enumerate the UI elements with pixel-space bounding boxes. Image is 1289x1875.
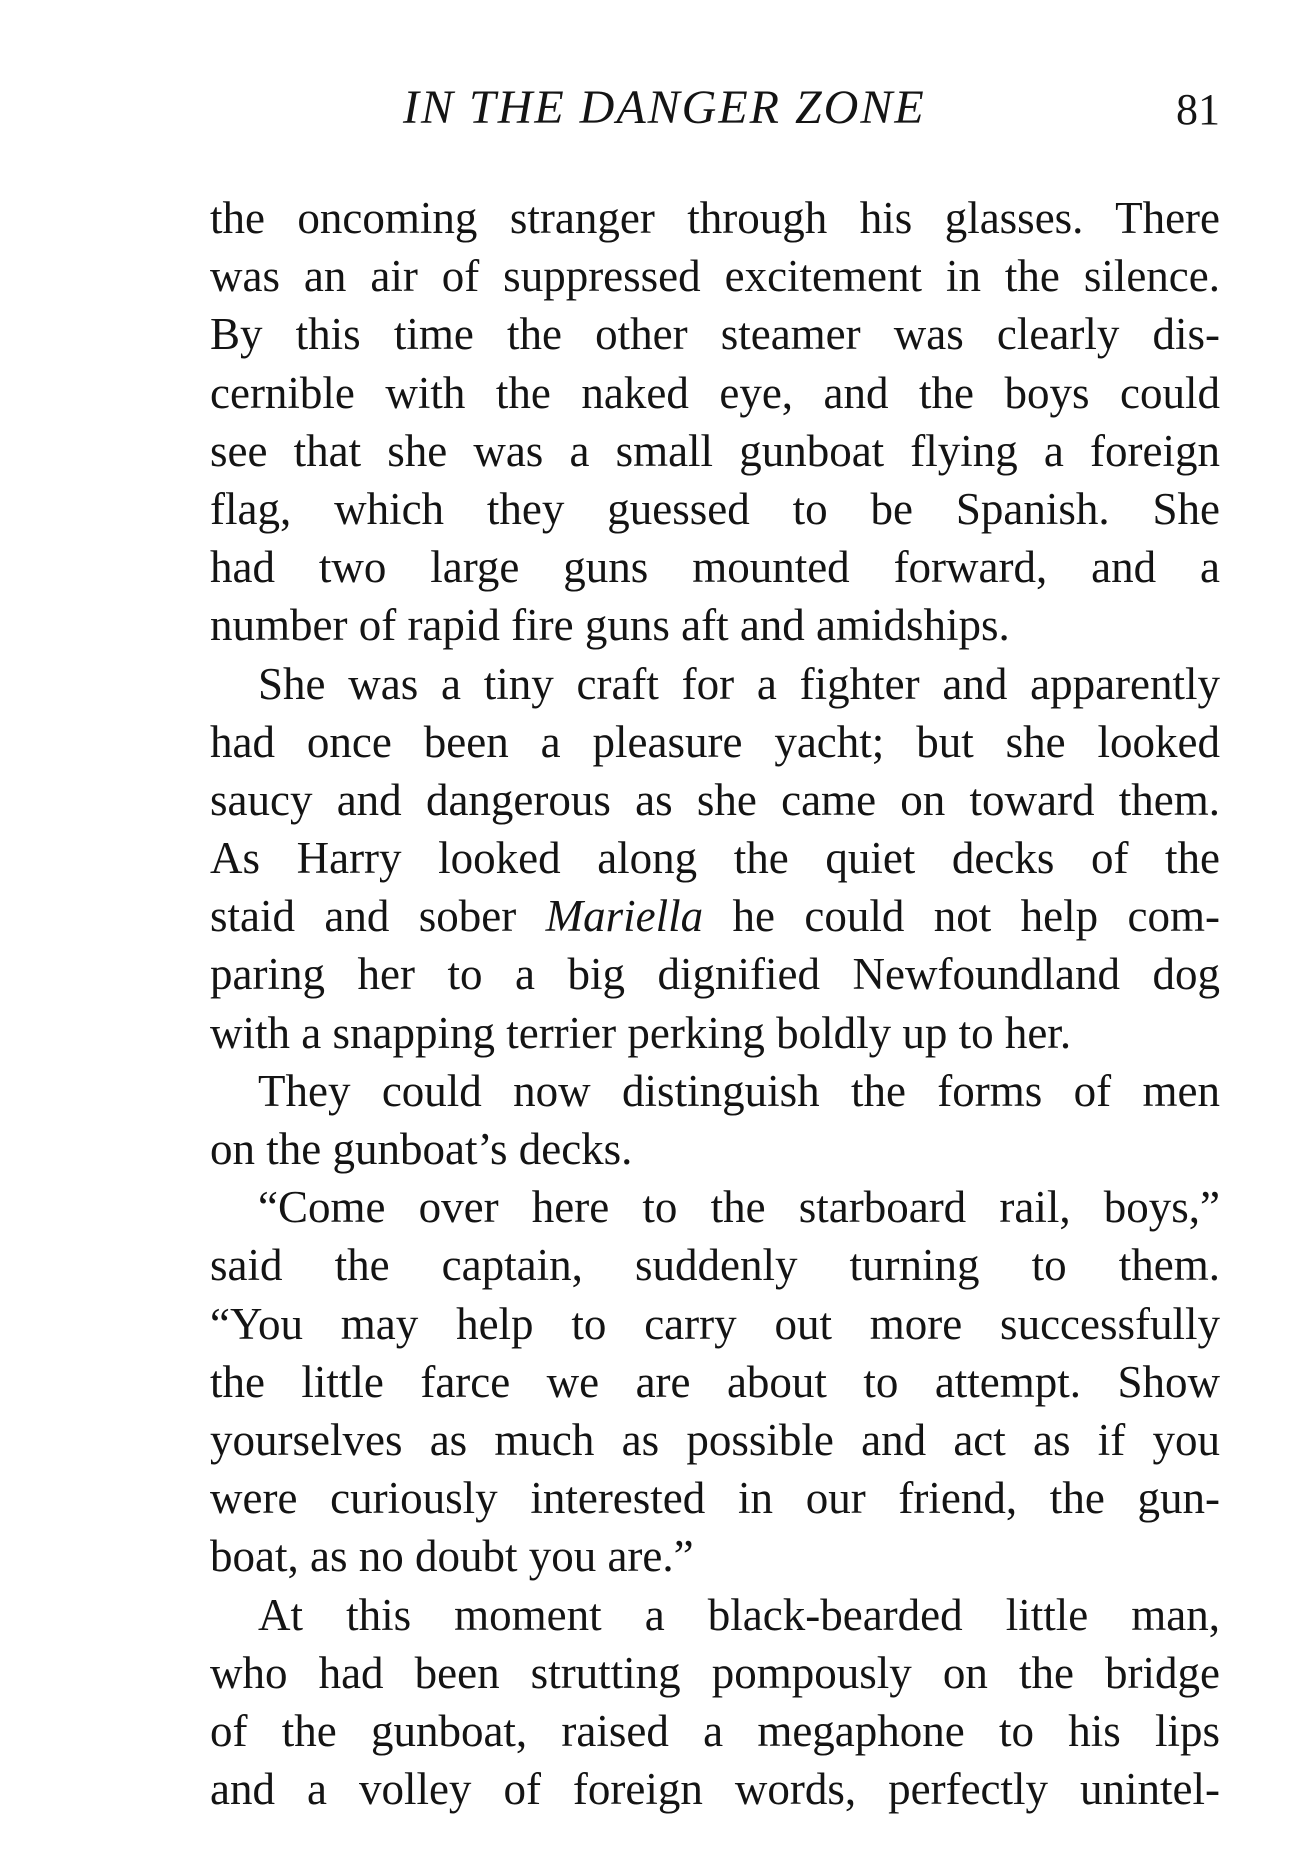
text-line: As Harry looked along the quiet decks of the — [210, 833, 1220, 884]
text-line: boat, as no doubt you are.” — [210, 1531, 694, 1582]
text-line: saucy and dangerous as she came on toward them. — [210, 774, 1220, 825]
text-line: and a volley of foreign words, perfectly unintel- — [210, 1764, 1220, 1815]
text-fragment: staid and sober — [210, 891, 546, 942]
text-line: She was a tiny craft for a fighter and apparently — [258, 658, 1220, 709]
body-text — [210, 189, 1220, 1818]
running-head — [210, 80, 1220, 140]
text-line: the oncoming stranger through his glasses. There — [210, 193, 1220, 243]
text-line: the little farce we are about to attempt. Show — [210, 1356, 1220, 1407]
text-line: number of rapid fire guns aft and amidships. — [210, 600, 1010, 651]
text-line: cernible with the naked eye, and the boys could — [210, 367, 1220, 418]
running-title: IN THE DANGER ZONE — [403, 81, 926, 134]
text-line: were curiously interested in our friend, the gun- — [210, 1473, 1220, 1524]
text-line: yourselves as much as possible and act as if you — [210, 1414, 1220, 1465]
text-line: flag, which they guessed to be Spanish. She — [210, 483, 1220, 534]
text-line: By this time the other steamer was clearly dis- — [210, 309, 1220, 360]
text-line: of the gunboat, raised a megaphone to his lips — [210, 1705, 1220, 1756]
page-number: 81 — [1176, 85, 1220, 134]
text-line: with a snapping terrier perking boldly up to her. — [210, 1007, 1072, 1058]
text-line-with-italic — [210, 887, 1220, 945]
text-line: had two large guns mounted forward, and a — [210, 542, 1220, 593]
text-line: had once been a pleasure yacht; but she looked — [210, 716, 1220, 767]
text-line: “You may help to carry out more successfully — [210, 1298, 1220, 1349]
text-line: said the captain, suddenly turning to them. — [210, 1240, 1220, 1291]
text-line: was an air of suppressed excitement in the silence. — [210, 251, 1220, 302]
text-line: who had been strutting pompously on the bridge — [210, 1647, 1220, 1698]
text-line: They could now distinguish the forms of men — [258, 1065, 1220, 1116]
italic-ship-name: Mariella — [545, 891, 704, 942]
text-line: paring her to a big dignified Newfoundland dog — [210, 949, 1220, 1000]
text-line: see that she was a small gunboat flying a foreign — [210, 425, 1220, 476]
text-line: “Come over here to the starboard rail, boys,” — [258, 1182, 1220, 1233]
text-line: At this moment a black-bearded little man, — [258, 1589, 1220, 1640]
text-fragment: he could not help com- — [703, 891, 1221, 942]
text-line: on the gunboat’s decks. — [210, 1124, 633, 1174]
